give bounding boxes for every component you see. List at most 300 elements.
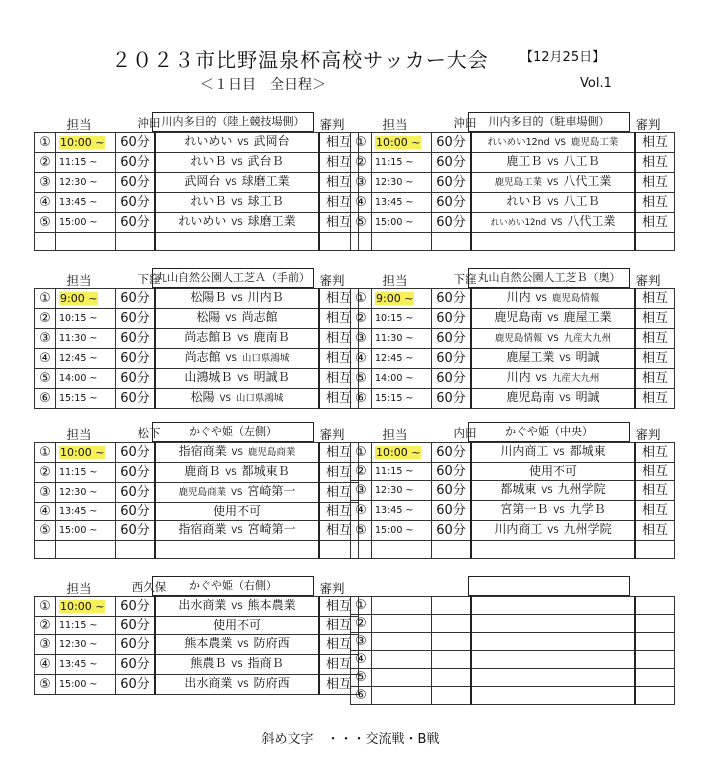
- match-duration: [432, 687, 472, 705]
- vs-label: VS: [231, 448, 243, 458]
- match-duration: 60分: [116, 173, 156, 193]
- table-row: [35, 153, 359, 173]
- venue-name: 川内多目的（陸上競技場側）: [152, 112, 314, 132]
- match-number: ⑤: [35, 369, 56, 389]
- table-row: [351, 309, 675, 329]
- time-text: 10:00 ~: [60, 135, 105, 149]
- team-a: 指宿商業: [178, 444, 227, 458]
- volume-label: Vol.1: [580, 76, 612, 91]
- time-text: 12:30 ~: [375, 177, 414, 188]
- team-a: 松陽: [196, 310, 221, 324]
- match-time: [56, 617, 116, 635]
- venue-name: 丸山自然公園人工芝Ａ（手前）: [152, 268, 314, 288]
- match-number: [351, 233, 372, 251]
- match-table: [350, 442, 675, 559]
- team-b: 八代工業: [567, 214, 616, 228]
- vs-label: VS: [541, 486, 553, 496]
- referee-cell: [635, 541, 675, 559]
- table-row: [351, 633, 675, 651]
- match-number: ③: [35, 329, 56, 349]
- team-b: 八代工業: [563, 174, 612, 188]
- tanto-label: 担当: [66, 273, 92, 288]
- referee-cell: 相互: [319, 213, 359, 233]
- match-time: [56, 193, 116, 213]
- match-duration: 60分: [432, 501, 472, 521]
- team-b: 川内Ｂ: [247, 290, 284, 304]
- referee-cell: 相互: [319, 617, 359, 635]
- team-b: 八工Ｂ: [563, 154, 600, 168]
- match-duration: 60分: [432, 389, 472, 409]
- match-number: ③: [35, 483, 56, 503]
- match-number: ⑥: [351, 389, 372, 409]
- team-b: 指商Ｂ: [247, 656, 284, 670]
- match-teams: [155, 233, 319, 251]
- match-time: [372, 541, 432, 559]
- vs-label: VS: [231, 218, 243, 228]
- match-time: [56, 309, 116, 329]
- team-a: 山鴻城Ｂ: [184, 370, 233, 384]
- table-row: [351, 233, 675, 251]
- table-row: [351, 389, 675, 409]
- match-number: ①: [35, 443, 56, 463]
- match-time: [56, 233, 116, 251]
- match-teams: [471, 329, 635, 349]
- vs-label: VS: [535, 294, 547, 304]
- footer-note: 斜め文字 ・・・交流戦・B戦: [261, 732, 440, 747]
- block-header: [34, 268, 350, 288]
- match-duration: 60分: [432, 309, 472, 329]
- match-duration: 60分: [116, 153, 156, 173]
- table-row: [351, 369, 675, 389]
- match-duration: [432, 615, 472, 633]
- referee-cell: 相互: [635, 463, 675, 481]
- match-number: ④: [35, 503, 56, 521]
- match-duration: 60分: [116, 463, 156, 483]
- vs-label: VS: [535, 374, 547, 384]
- schedule-block: [350, 268, 666, 409]
- match-number: ④: [351, 193, 372, 213]
- vs-label: VS: [237, 334, 249, 344]
- referee-cell: 相互: [635, 389, 675, 409]
- referee-cell: 相互: [319, 289, 359, 309]
- block-header: [350, 576, 666, 596]
- team-b: 九州学院: [557, 482, 606, 496]
- team-b: 明誠: [575, 390, 600, 404]
- vs-label: VS: [237, 138, 249, 148]
- match-teams: [155, 329, 319, 349]
- match-time: [56, 213, 116, 233]
- referee-cell: 相互: [319, 521, 359, 541]
- match-number: ⑤: [35, 213, 56, 233]
- match-duration: 60分: [116, 655, 156, 675]
- vs-label: VS: [559, 394, 571, 404]
- team-a: 鹿児島南: [494, 310, 543, 324]
- match-time: [372, 687, 432, 705]
- match-time: [372, 213, 432, 233]
- match-teams: [471, 233, 635, 251]
- match-number: ②: [35, 617, 56, 635]
- match-duration: 60分: [116, 597, 156, 617]
- match-duration: 60分: [432, 481, 472, 501]
- match-duration: [432, 633, 472, 651]
- time-text: 10:00 ~: [376, 135, 421, 149]
- match-time: [372, 501, 432, 521]
- table-row: [351, 193, 675, 213]
- time-text: 13:45 ~: [59, 506, 98, 517]
- match-teams: [155, 369, 319, 389]
- team-b: 明誠: [575, 350, 600, 364]
- match-teams: [471, 289, 635, 309]
- match-duration: 60分: [432, 289, 472, 309]
- match-time: [372, 369, 432, 389]
- vs-label: VS: [231, 602, 243, 612]
- referee-cell: [635, 669, 675, 687]
- match-number: ②: [351, 463, 372, 481]
- match-time: [372, 349, 432, 369]
- vs-label: VS: [547, 178, 559, 188]
- match-duration: [432, 651, 472, 669]
- match-number: ④: [351, 501, 372, 521]
- match-number: ⑤: [351, 213, 372, 233]
- time-text: 11:30 ~: [375, 333, 414, 344]
- match-teams: [471, 597, 635, 615]
- match-teams: [155, 153, 319, 173]
- match-duration: [116, 233, 156, 251]
- vs-label: VS: [547, 158, 559, 168]
- match-time: [56, 443, 116, 463]
- team-a: 川内: [506, 370, 531, 384]
- match-time: [56, 329, 116, 349]
- match-duration: 60分: [116, 483, 156, 503]
- team-a: 熊農Ｂ: [190, 656, 227, 670]
- table-row: [351, 597, 675, 615]
- time-text: 13:45 ~: [375, 197, 414, 208]
- team-a: 武岡台: [184, 174, 221, 188]
- referee-cell: 相互: [635, 153, 675, 173]
- referee-cell: 相互: [635, 289, 675, 309]
- match-number: ①: [351, 289, 372, 309]
- referee-cell: 相互: [635, 193, 675, 213]
- match-duration: [432, 233, 472, 251]
- team-a: 鹿児島情報: [494, 333, 543, 344]
- team-a: 鹿児島南: [506, 390, 555, 404]
- table-row: [35, 541, 359, 559]
- match-time: [372, 153, 432, 173]
- match-duration: 60分: [116, 443, 156, 463]
- table-row: [35, 233, 359, 251]
- time-text: 15:00 ~: [59, 217, 98, 228]
- block-header: [34, 112, 350, 132]
- time-text: 12:30 ~: [59, 487, 98, 498]
- table-row: [351, 173, 675, 193]
- table-row: [351, 651, 675, 669]
- match-number: ④: [351, 651, 372, 669]
- block-header: [350, 422, 666, 442]
- time-text: 12:30 ~: [375, 485, 414, 496]
- match-duration: [432, 597, 472, 615]
- match-time: [56, 503, 116, 521]
- referee-cell: [635, 597, 675, 615]
- team-a: れいＢ: [190, 154, 227, 168]
- referee-cell: 相互: [635, 213, 675, 233]
- vs-label: VS: [231, 198, 243, 208]
- tanto-label: 担当: [382, 427, 408, 442]
- match-time: [56, 655, 116, 675]
- match-duration: 60分: [116, 213, 156, 233]
- table-row: [351, 541, 675, 559]
- table-row: [35, 597, 359, 617]
- time-text: 14:00 ~: [375, 373, 414, 384]
- match-teams: [471, 349, 635, 369]
- time-text: 10:15 ~: [375, 313, 414, 324]
- match-teams: 使用不可: [155, 503, 319, 521]
- referee-header: 審判: [635, 273, 661, 288]
- team-b: 鹿屋工業: [563, 310, 612, 324]
- match-duration: 60分: [116, 635, 156, 655]
- team-b: 山口県鴻城: [235, 393, 284, 404]
- table-row: [351, 329, 675, 349]
- match-time: [56, 349, 116, 369]
- match-teams: [471, 687, 635, 705]
- match-time: [56, 541, 116, 559]
- match-number: ③: [351, 173, 372, 193]
- time-text: 12:45 ~: [59, 353, 98, 364]
- match-teams: [155, 541, 319, 559]
- venue-name: かぐや姫（右側）: [152, 576, 314, 596]
- match-duration: 60分: [432, 153, 472, 173]
- vs-label: VS: [225, 314, 237, 324]
- vs-label: VS: [553, 448, 565, 458]
- team-a: 都城東: [500, 482, 537, 496]
- match-time: [56, 389, 116, 409]
- schedule-block: [34, 268, 350, 409]
- match-teams: [155, 443, 319, 463]
- time-text: 15:15 ~: [375, 393, 414, 404]
- vs-label: VS: [237, 374, 249, 384]
- time-text: 11:15 ~: [375, 157, 414, 168]
- time-text: 9:00 ~: [60, 291, 98, 305]
- match-teams: [155, 389, 319, 409]
- team-a: 鹿児島工業: [494, 177, 543, 188]
- time-text: 10:00 ~: [60, 599, 105, 613]
- match-time: [372, 597, 432, 615]
- match-time: [372, 669, 432, 687]
- time-text: 12:45 ~: [375, 353, 414, 364]
- team-b: 宮崎第一: [247, 484, 296, 498]
- match-time: [372, 193, 432, 213]
- referee-cell: 相互: [319, 309, 359, 329]
- vs-label: VS: [237, 640, 249, 650]
- match-teams: [471, 213, 635, 233]
- referee-cell: [635, 687, 675, 705]
- match-number: ⑤: [35, 675, 56, 695]
- match-teams: [155, 463, 319, 483]
- match-time: [56, 635, 116, 655]
- match-time: [372, 309, 432, 329]
- team-a: れいＢ: [506, 194, 543, 208]
- team-a: 指宿商業: [178, 522, 227, 536]
- location-name: 松下: [137, 426, 161, 440]
- match-teams: [155, 133, 319, 153]
- team-b: 球工Ｂ: [247, 194, 284, 208]
- match-teams: [471, 481, 635, 501]
- referee-header: 審判: [635, 117, 661, 132]
- match-number: ⑤: [351, 669, 372, 687]
- time-text: 13:45 ~: [59, 197, 98, 208]
- match-teams: [471, 133, 635, 153]
- time-text: 10:00 ~: [376, 445, 421, 459]
- schedule-block: [350, 576, 666, 705]
- team-b: 八工Ｂ: [563, 194, 600, 208]
- referee-header: 審判: [319, 427, 345, 442]
- match-teams: 使用不可: [471, 463, 635, 481]
- match-number: ④: [35, 655, 56, 675]
- referee-cell: 相互: [319, 173, 359, 193]
- team-b: 球磨工業: [241, 174, 290, 188]
- match-teams: [155, 597, 319, 617]
- table-row: [351, 463, 675, 481]
- table-row: [35, 193, 359, 213]
- match-teams: [155, 349, 319, 369]
- match-duration: 60分: [432, 463, 472, 481]
- team-a: 川内商工: [494, 522, 543, 536]
- match-number: ①: [351, 443, 372, 463]
- team-b: 明誠Ｂ: [253, 370, 290, 384]
- match-number: ⑥: [351, 687, 372, 705]
- table-row: [351, 481, 675, 501]
- team-a: 松陽Ｂ: [190, 290, 227, 304]
- table-row: [35, 655, 359, 675]
- referee-cell: [635, 233, 675, 251]
- team-a: れいめい12nd: [490, 218, 547, 228]
- match-duration: 60分: [116, 675, 156, 695]
- team-a: 鹿児島商業: [178, 487, 227, 498]
- time-text: 14:00 ~: [59, 373, 98, 384]
- table-row: [351, 153, 675, 173]
- referee-cell: 相互: [635, 173, 675, 193]
- referee-cell: 相互: [635, 481, 675, 501]
- team-a: 宮第一Ｂ: [500, 502, 549, 516]
- table-row: [351, 289, 675, 309]
- referee-cell: 相互: [319, 153, 359, 173]
- venue-name: かぐや姫（中央）: [468, 422, 630, 442]
- table-row: [35, 329, 359, 349]
- match-duration: 60分: [116, 503, 156, 521]
- match-duration: 60分: [432, 329, 472, 349]
- match-duration: 60分: [116, 289, 156, 309]
- table-row: [351, 687, 675, 705]
- referee-cell: 相互: [635, 133, 675, 153]
- team-b: 熊本農業: [247, 598, 296, 612]
- team-b: 宮崎第一: [247, 522, 296, 536]
- table-row: [35, 369, 359, 389]
- team-b: 尚志館: [241, 310, 278, 324]
- match-teams: [155, 675, 319, 695]
- table-row: [351, 615, 675, 633]
- location-name: 下窪: [453, 272, 477, 286]
- block-header: [350, 268, 666, 288]
- vs-label: VS: [231, 660, 243, 670]
- match-teams: [471, 541, 635, 559]
- vs-label: VS: [225, 178, 237, 188]
- match-number: ①: [35, 289, 56, 309]
- referee-cell: 相互: [319, 503, 359, 521]
- match-duration: 60分: [432, 193, 472, 213]
- table-row: [35, 213, 359, 233]
- match-number: ③: [35, 635, 56, 655]
- time-text: 11:30 ~: [59, 333, 98, 344]
- vs-label: VS: [547, 198, 559, 208]
- match-time: [56, 289, 116, 309]
- venue-name: かぐや姫（左側）: [152, 422, 314, 442]
- team-a: れいめい: [184, 134, 233, 148]
- team-b: 都城東: [569, 444, 606, 458]
- time-text: 15:00 ~: [59, 679, 98, 690]
- vs-label: VS: [237, 680, 249, 690]
- schedule-block: [34, 112, 350, 251]
- match-number: ⑤: [351, 369, 372, 389]
- time-text: 13:45 ~: [375, 505, 414, 516]
- table-row: [35, 617, 359, 635]
- team-b: 鹿児島商業: [247, 447, 296, 458]
- match-time: [372, 329, 432, 349]
- referee-header: 審判: [635, 427, 661, 442]
- match-time: [372, 651, 432, 669]
- table-row: [351, 213, 675, 233]
- match-time: [372, 389, 432, 409]
- match-teams: [471, 651, 635, 669]
- block-header: [350, 112, 666, 132]
- referee-cell: 相互: [319, 463, 359, 483]
- match-teams: [471, 153, 635, 173]
- referee-header: 審判: [319, 581, 345, 596]
- match-time: [56, 369, 116, 389]
- table-row: [35, 289, 359, 309]
- match-time: [56, 463, 116, 483]
- match-number: [351, 541, 372, 559]
- referee-cell: 相互: [319, 483, 359, 503]
- team-b: 九産大九州: [551, 373, 600, 384]
- time-text: 15:00 ~: [375, 525, 414, 536]
- time-text: 12:30 ~: [59, 639, 98, 650]
- match-duration: [116, 541, 156, 559]
- vs-label: VS: [231, 526, 243, 536]
- table-row: [35, 173, 359, 193]
- table-row: [35, 349, 359, 369]
- time-text: 15:00 ~: [59, 525, 98, 536]
- match-time: [372, 521, 432, 541]
- match-table: [350, 288, 675, 409]
- vs-label: VS: [225, 468, 237, 478]
- table-row: [35, 675, 359, 695]
- match-number: ②: [35, 309, 56, 329]
- match-teams: [155, 213, 319, 233]
- match-duration: 60分: [116, 349, 156, 369]
- match-time: [56, 521, 116, 541]
- referee-cell: 相互: [319, 193, 359, 213]
- match-number: ①: [35, 133, 56, 153]
- date-label: 【12月25日】: [520, 50, 606, 65]
- team-a: 鹿工Ｂ: [506, 154, 543, 168]
- time-text: 11:15 ~: [375, 466, 414, 477]
- match-number: ②: [35, 463, 56, 483]
- location-name: 西久保: [131, 580, 167, 594]
- team-a: 熊本農業: [184, 636, 233, 650]
- table-row: [351, 501, 675, 521]
- match-teams: [471, 501, 635, 521]
- team-a: れいＢ: [190, 194, 227, 208]
- match-number: [35, 233, 56, 251]
